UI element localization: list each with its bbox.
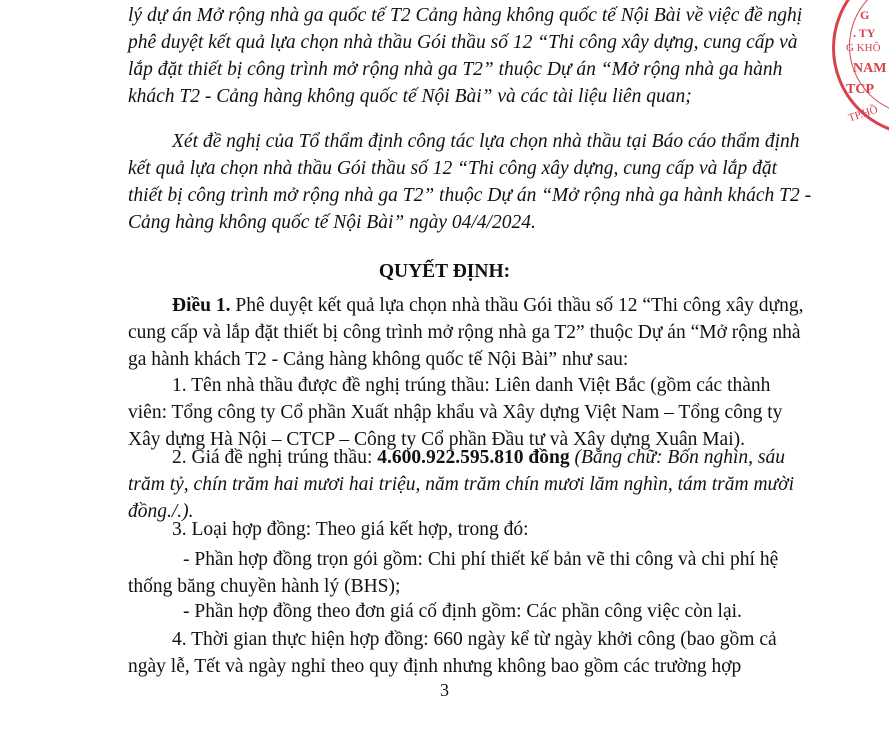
seal-text-4: NAM [853, 61, 887, 76]
article-1 [128, 292, 812, 373]
seal-text-3: G KHÔ [846, 42, 881, 54]
item-3: 3. Loại hợp đồng: Theo giá kết hợp, trong đó: [172, 519, 529, 540]
item-4: 4. Thời gian thực hiện hợp đồng: 660 ngày kể từ ngày khởi công (bao gồm cả ngày lễ, Tết và ngày nghỉ theo quy định nhưng không bao gồm các trường hợp [128, 629, 777, 677]
item-1: 1. Tên nhà thầu được đề nghị trúng thầu: Liên danh Việt Bắc (gồm các thành viên: Tổng công ty Cổ phần Xuất nhập khẩu và Xây dựng Việt Nam – Tổng công ty Xây dựng Hà Nội – CTCP – Công ty Cổ phần Đầu tư và Xây dựng Xuân Mai). [128, 375, 783, 450]
intro-paragraph-2: Xét đề nghị của Tổ thẩm định công tác lựa chọn nhà thầu tại Báo cáo thẩm định kết quả lựa chọn nhà thầu Gói thầu số 12 “Thi công xây dựng, cung cấp và lắp đặt thiết bị công trình mở rộng nhà ga T2” thuộc Dự án “Mở rộng nhà ga hành khách T2 - Cảng hàng không quốc tế Nội Bài” ngày 04/4/2024. [128, 131, 812, 233]
item-2-prefix: 2. Giá đề nghị trúng thầu: [172, 447, 378, 468]
intro-paragraph-1: lý dự án Mở rộng nhà ga quốc tế T2 Cảng hàng không quốc tế Nội Bài về việc đề nghị phê duyệt kết quả lựa chọn nhà thầu Gói thầu số 12 “Thi công xây dựng, cung cấp và lắp đặt thiết bị công trình mở rộng nhà ga T2” thuộc Dự án “Mở rộng nhà ga hành khách T2 - Cảng hàng không quốc tế Nội Bài” và các tài liệu liên quan; [128, 5, 803, 107]
article-1-label: Điều 1. [172, 295, 231, 316]
amount-in-words: (Bằng chữ: Bốn nghìn, sáu trăm tỷ, chín trăm hai mươi hai triệu, năm trăm chín mươi lăm nghìn, tám trăm mười đồng./.). [128, 447, 794, 522]
page-number: 3 [440, 680, 449, 700]
seal-text-1: G [860, 8, 870, 22]
item-3a: - Phần hợp đồng trọn gói gồm: Chi phí thiết kế bản vẽ thi công và chi phí hệ thống băng chuyền hành lý (BHS); [128, 549, 779, 597]
article-1-text: Phê duyệt kết quả lựa chọn nhà thầu Gói thầu số 12 “Thi công xây dựng, cung cấp và lắp đặt thiết bị công trình mở rộng nhà ga T2” thuộc Dự án “Mở rộng nhà ga hành khách T2 - Cảng hàng không quốc tế Nội Bài” như sau: [128, 295, 804, 370]
bid-amount: 4.600.922.595.810 đồng [377, 447, 570, 468]
item-3b: - Phần hợp đồng theo đơn giá cố định gồm: Các phần công việc còn lại. [183, 601, 742, 622]
seal-text-5: TCP [846, 82, 874, 97]
seal-text-6: TP.HỒ [846, 103, 880, 125]
item-2 [128, 444, 812, 525]
decision-heading: QUYẾT ĐỊNH: [378, 261, 511, 282]
seal-text-2: . TY [853, 26, 876, 40]
